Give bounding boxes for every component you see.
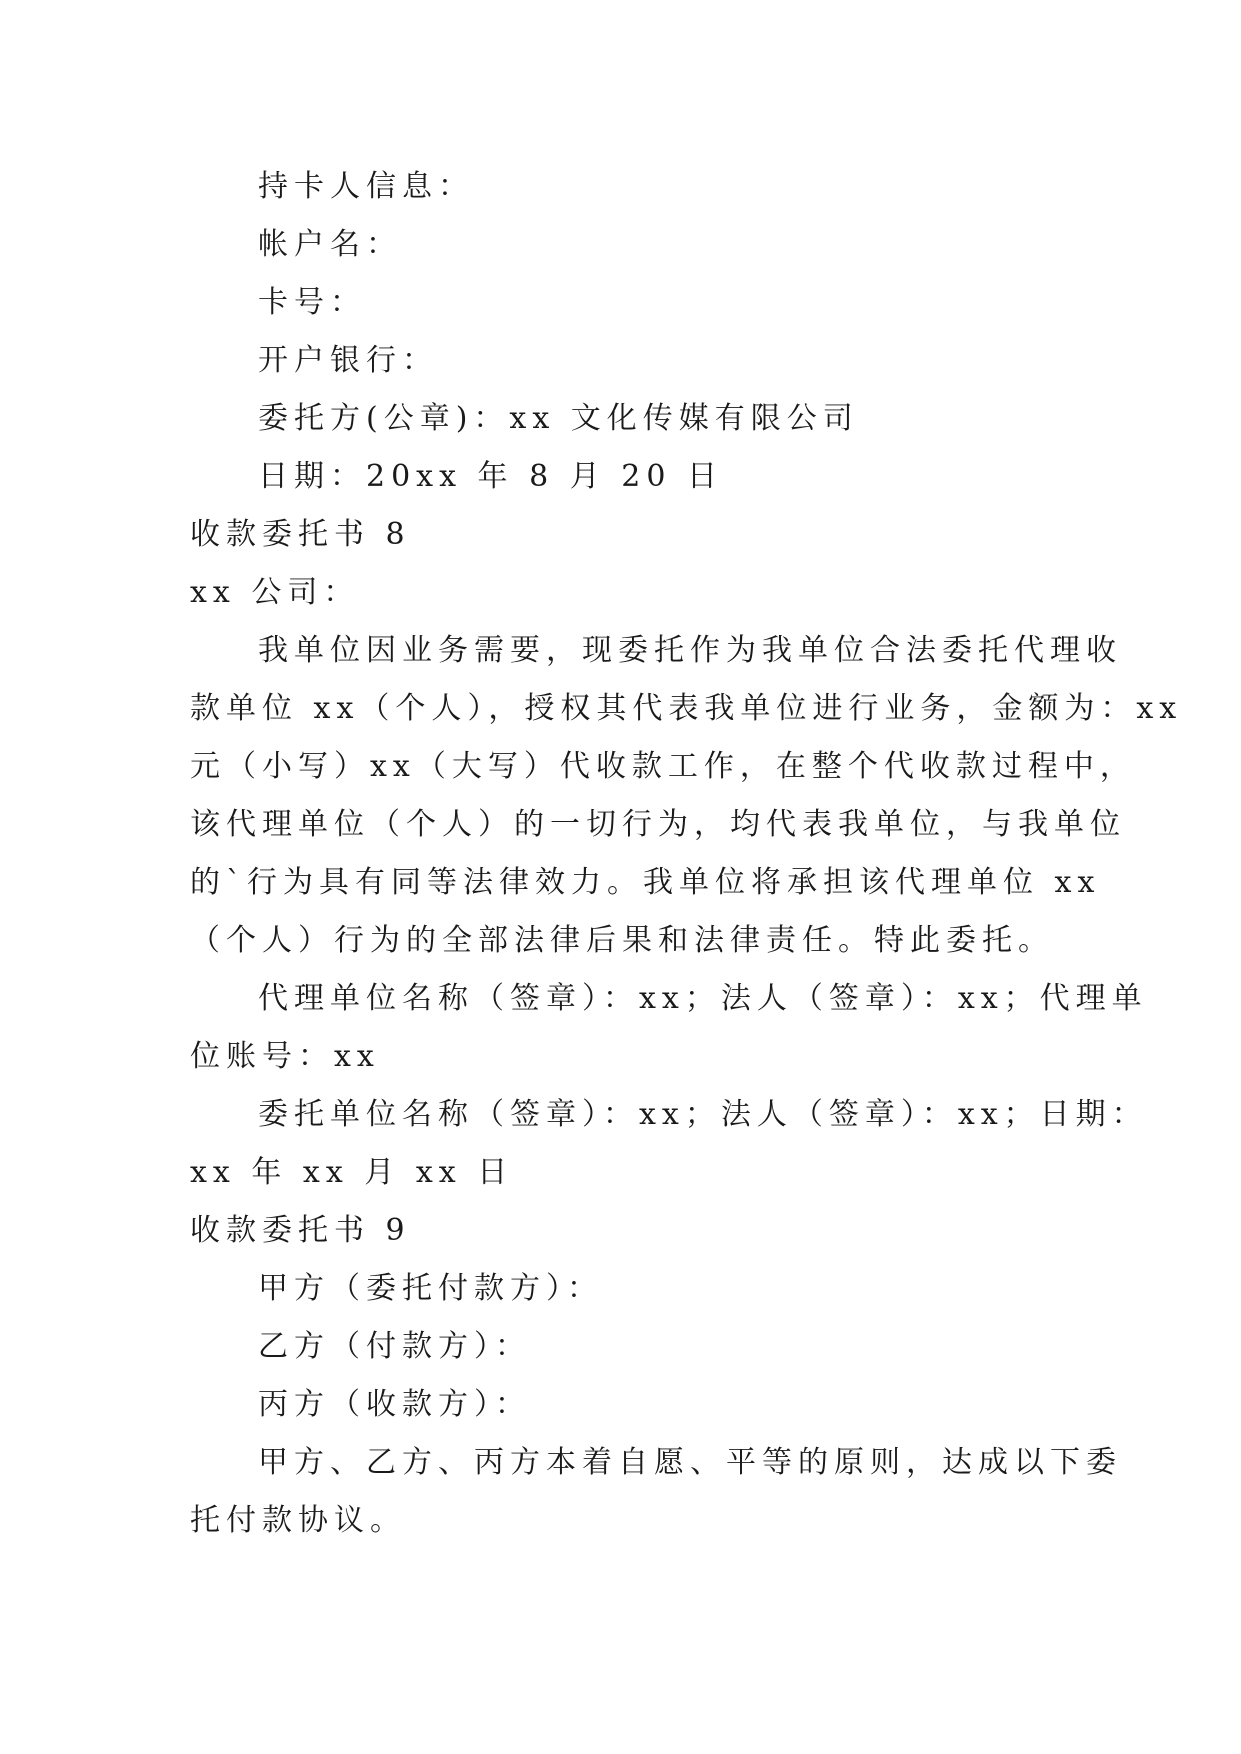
text-line: （个人）行为的全部法律后果和法律责任。特此委托。 — [190, 923, 1054, 958]
text-line: 托付款协议。 — [190, 1503, 406, 1538]
text-line: 委托方(公章)：xx 文化传媒有限公司 — [258, 401, 859, 436]
text-line: xx 公司： — [190, 575, 360, 610]
text-line: 委托单位名称（签章）：xx；法人（签章）：xx；日期： — [258, 1097, 1148, 1132]
text-line: 日期：20xx 年 8 月 20 日 — [258, 459, 723, 494]
section-heading: 收款委托书 8 — [190, 517, 411, 552]
text-line: xx 年 xx 月 xx 日 — [190, 1155, 514, 1190]
text-line: 该代理单位（个人）的一切行为，均代表我单位，与我单位 — [190, 807, 1126, 842]
text-line: 甲方、乙方、丙方本着自愿、平等的原则，达成以下委 — [258, 1445, 1122, 1480]
text-line: 我单位因业务需要，现委托作为我单位合法委托代理收 — [258, 633, 1122, 668]
text-line: 丙方（收款方）： — [258, 1387, 531, 1422]
text-line: 开户银行： — [258, 343, 438, 378]
text-line: 帐户名： — [258, 227, 402, 262]
text-line: 代理单位名称（签章）：xx；法人（签章）：xx；代理单 — [258, 981, 1148, 1016]
text-line: 款单位 xx（个人），授权其代表我单位进行业务，金额为：xx — [190, 691, 1183, 726]
text-line: 持卡人信息： — [258, 169, 474, 204]
section-heading: 收款委托书 9 — [190, 1213, 411, 1248]
text-line: 的`行为具有同等法律效力。我单位将承担该代理单位 xx — [190, 865, 1101, 900]
text-line: 元（小写）xx（大写）代收款工作，在整个代收款过程中， — [190, 749, 1136, 784]
text-line: 位账号：xx — [190, 1039, 380, 1074]
text-line: 卡号： — [258, 285, 366, 320]
text-line: 甲方（委托付款方）： — [258, 1271, 603, 1306]
text-line: 乙方（付款方）： — [258, 1329, 531, 1364]
